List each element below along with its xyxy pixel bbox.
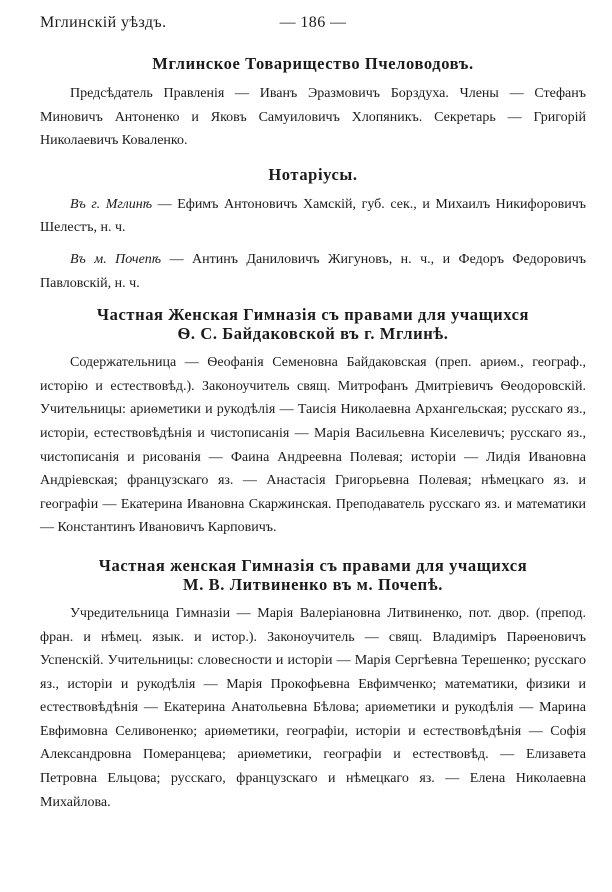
mglin-gymnasium-text: Содержательница — Ѳеофанія Семеновна Байдаковская (преп. ариѳм., географ., исторію и естествовѣд.). Законоучитель свящ. Митрофанъ Дмитріевичъ Ѳеодоровскій. Учительницы: ариѳметики и рукодѣлія — Таисія Николаевна Архангельская; русскаго яз., исторіи, естествовѣдѣнія и чистописанія — Марія Васильевна Киселевичъ; русскаго яз., чистописанія и рисованія — Фаина Андреевна Полевая; исторіи — Лидія Ивановна Андріевская; французскаго яз. — Анастасія Григорьевна Полевая; нѣмецкаго яз. и географіи — Екатерина Ивановна Скаржинская. Преподаватель русскаго яз. и математики — Константинъ Ивановичъ Карповичъ.: [40, 355, 586, 536]
beekeepers-heading: Мглинское Товарищество Пчеловодовъ.: [152, 54, 474, 73]
notary-mglin-text: — Ефимъ Антоновичъ Хамскій, губ. сек., и Михаилъ Никифоровичъ Шелестъ, н. ч.: [40, 196, 586, 236]
beekeepers-text: Предсѣдатель Правленія — Иванъ Эразмовичъ Борздуха. Члены — Стефанъ Миновичъ Антоненко и Яковъ Самуиловичъ Хлопяникъ. Секретарь — Григорій Николаевичъ Коваленко.: [40, 86, 586, 149]
notary-pochep-text: — Антинъ Даниловичъ Жигуновъ, н. ч., и Федоръ Федоровичъ Павловскій, н. ч.: [40, 251, 587, 291]
notaries-section: [40, 165, 586, 295]
pochep-gymnasium-section: [40, 556, 586, 814]
page-number: — 186 —: [279, 14, 347, 31]
mglin-gymnasium-heading-line2: Ѳ. С. Байдаковской въ г. Мглинѣ.: [177, 324, 449, 344]
pochep-gymnasium-heading: [40, 556, 586, 594]
beekeepers-section: [40, 54, 586, 153]
notary-mglin-entry: [40, 193, 586, 240]
pochep-gymnasium-text: Учредительница Гимназіи — Марія Валеріановна Литвиненко, пот. двор. (препод. фран. и нѣмец. язык. и истор.). Законоучитель — свящ. Владиміръ Парѳеновичъ Успенскій. Учительницы: словесности и исторіи — Марія Сергѣевна Терешенко; русскаго яз., исторіи и рукодѣлія — Марія Прокофьевна Евфимченко; математики, физики и естествовѣдѣнія — Екатерина Анатольевна Бѣлова; ариѳметики и рукодѣлія — Марина Евфимовна Селивоненко; ариѳметики, географіи, исторіи и естествовѣдѣнія — Софія Александровна Померанцева; ариѳметики, географіи и естествовѣд. — Елизавета Петровна Ельцова; русскаго, французскаго и нѣмецкаго яз. — Елена Николаевна Михайлова.: [40, 605, 586, 810]
pochep-gymnasium-heading-line2: М. В. Литвиненко въ м. Почепѣ.: [183, 574, 443, 594]
notary-pochep-place: Въ м. Почепѣ: [70, 251, 162, 267]
notary-mglin-place: Въ г. Мглинѣ: [70, 196, 153, 212]
notary-pochep-entry: [40, 248, 586, 295]
notaries-heading: Нотаріусы.: [268, 164, 358, 184]
pochep-gymnasium-heading-line1: Частная женская Гимназія съ правами для учащихся: [98, 555, 528, 575]
mglin-gymnasium-heading: [40, 305, 586, 343]
mglin-gymnasium-heading-line1: Частная Женская Гимназія съ правами для учащихся: [96, 305, 530, 325]
mglin-gymnasium-section: [40, 305, 586, 540]
running-head: [40, 14, 586, 38]
county-header: Мглинскій уѣздъ.: [40, 14, 167, 31]
